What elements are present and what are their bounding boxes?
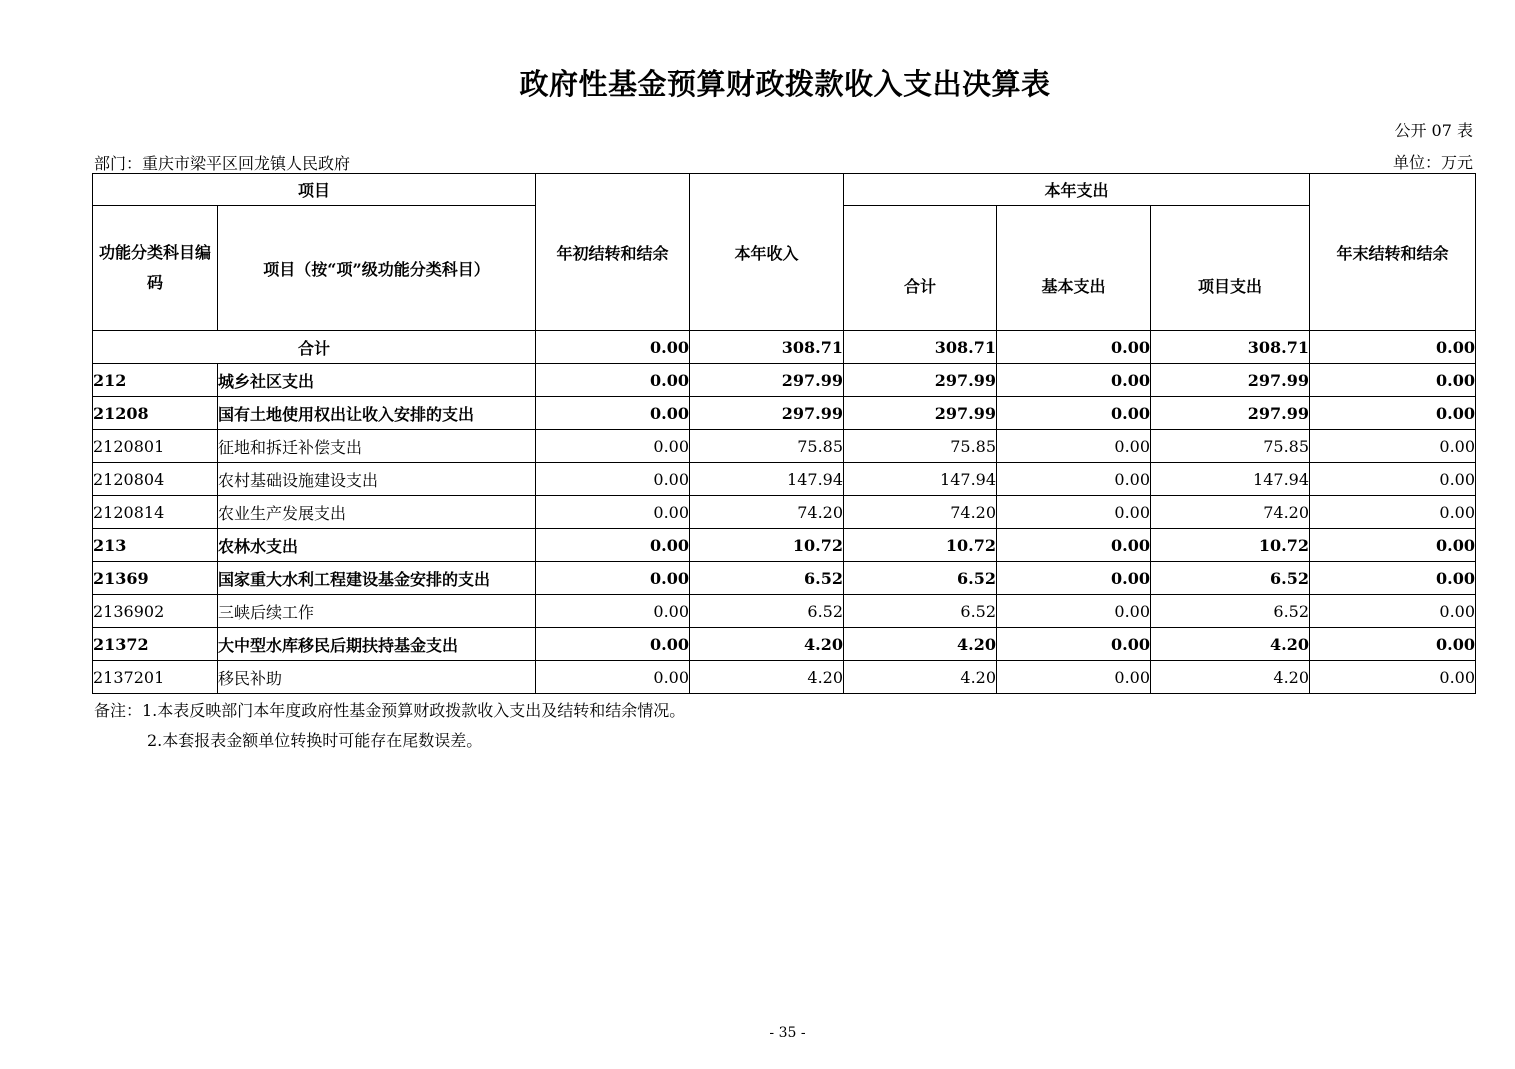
row-name: 征地和拆迁补偿支出 [218, 430, 536, 463]
row-name: 农业生产发展支出 [218, 496, 536, 529]
row-code: 2137201 [93, 661, 218, 694]
row-opening: 0.00 [536, 364, 690, 397]
row-expense-total: 297.99 [844, 397, 997, 430]
row-income: 6.52 [690, 595, 844, 628]
row-code: 2120804 [93, 463, 218, 496]
total-label: 合计 [93, 331, 536, 364]
department-label: 部门：重庆市梁平区回龙镇人民政府 [94, 154, 351, 173]
row-basic: 0.00 [997, 562, 1151, 595]
row-income: 4.20 [690, 628, 844, 661]
row-closing: 0.00 [1310, 562, 1476, 595]
header-project: 项目 [93, 174, 536, 206]
row-income: 4.20 [690, 661, 844, 694]
row-project: 147.94 [1151, 463, 1310, 496]
row-opening: 0.00 [536, 463, 690, 496]
row-name: 大中型水库移民后期扶持基金支出 [218, 628, 536, 661]
row-expense-total: 147.94 [844, 463, 997, 496]
row-project: 10.72 [1151, 529, 1310, 562]
row-code: 212 [93, 364, 218, 397]
row-income: 147.94 [690, 463, 844, 496]
row-expense-total: 297.99 [844, 364, 997, 397]
header-item-name: 项目（按“项”级功能分类科目） [218, 206, 536, 331]
table-row [93, 397, 1476, 430]
header-function-code: 功能分类科目编码 [93, 206, 218, 331]
table-row [93, 463, 1476, 496]
row-opening: 0.00 [536, 397, 690, 430]
table-row [93, 562, 1476, 595]
row-closing: 0.00 [1310, 364, 1476, 397]
row-project: 74.20 [1151, 496, 1310, 529]
row-expense-total: 6.52 [844, 562, 997, 595]
row-code: 21369 [93, 562, 218, 595]
row-project: 75.85 [1151, 430, 1310, 463]
row-closing: 0.00 [1310, 661, 1476, 694]
header-opening-balance: 年初结转和结余 [536, 174, 690, 331]
row-name: 国有土地使用权出让收入安排的支出 [218, 397, 536, 430]
table-row [93, 595, 1476, 628]
table-row [93, 661, 1476, 694]
table-row [93, 430, 1476, 463]
row-income: 6.52 [690, 562, 844, 595]
row-opening: 0.00 [536, 430, 690, 463]
row-name: 三峡后续工作 [218, 595, 536, 628]
row-basic: 0.00 [997, 496, 1151, 529]
table-row [93, 628, 1476, 661]
note-1: 备注：1.本表反映部门本年度政府性基金预算财政拨款收入支出及结转和结余情况。 [94, 701, 686, 720]
row-closing: 0.00 [1310, 529, 1476, 562]
row-basic: 0.00 [997, 529, 1151, 562]
row-expense-total: 6.52 [844, 595, 997, 628]
header-current-expense: 本年支出 [844, 174, 1310, 206]
row-income: 297.99 [690, 364, 844, 397]
total-income: 308.71 [690, 331, 844, 364]
row-project: 297.99 [1151, 397, 1310, 430]
row-income: 10.72 [690, 529, 844, 562]
row-basic: 0.00 [997, 397, 1151, 430]
row-expense-total: 75.85 [844, 430, 997, 463]
total-basic: 0.00 [997, 331, 1151, 364]
row-income: 297.99 [690, 397, 844, 430]
row-name: 国家重大水利工程建设基金安排的支出 [218, 562, 536, 595]
header-expense-total: 合计 [844, 206, 997, 331]
total-opening: 0.00 [536, 331, 690, 364]
total-row [93, 331, 1476, 364]
row-basic: 0.00 [997, 595, 1151, 628]
row-closing: 0.00 [1310, 496, 1476, 529]
row-name: 移民补助 [218, 661, 536, 694]
note-2: 2.本套报表金额单位转换时可能存在尾数误差。 [147, 731, 483, 750]
row-expense-total: 10.72 [844, 529, 997, 562]
row-closing: 0.00 [1310, 628, 1476, 661]
row-basic: 0.00 [997, 430, 1151, 463]
row-project: 4.20 [1151, 661, 1310, 694]
total-closing: 0.00 [1310, 331, 1476, 364]
header-basic-expense: 基本支出 [997, 206, 1151, 331]
row-code: 2120814 [93, 496, 218, 529]
row-project: 6.52 [1151, 562, 1310, 595]
page-title: 政府性基金预算财政拨款收入支出决算表 [519, 67, 1051, 101]
row-project: 6.52 [1151, 595, 1310, 628]
row-basic: 0.00 [997, 661, 1151, 694]
row-income: 75.85 [690, 430, 844, 463]
header-closing-balance: 年末结转和结余 [1310, 174, 1476, 331]
fund-budget-table [92, 173, 1476, 694]
row-expense-total: 4.20 [844, 661, 997, 694]
row-opening: 0.00 [536, 661, 690, 694]
row-name: 农村基础设施建设支出 [218, 463, 536, 496]
row-opening: 0.00 [536, 496, 690, 529]
row-opening: 0.00 [536, 595, 690, 628]
total-expense: 308.71 [844, 331, 997, 364]
total-project: 308.71 [1151, 331, 1310, 364]
header-project-expense: 项目支出 [1151, 206, 1310, 331]
row-project: 4.20 [1151, 628, 1310, 661]
row-code: 21208 [93, 397, 218, 430]
row-basic: 0.00 [997, 628, 1151, 661]
row-closing: 0.00 [1310, 397, 1476, 430]
row-code: 21372 [93, 628, 218, 661]
row-income: 74.20 [690, 496, 844, 529]
table-row [93, 529, 1476, 562]
row-name: 城乡社区支出 [218, 364, 536, 397]
header-current-income: 本年收入 [690, 174, 844, 331]
row-closing: 0.00 [1310, 595, 1476, 628]
row-opening: 0.00 [536, 562, 690, 595]
row-basic: 0.00 [997, 364, 1151, 397]
row-expense-total: 74.20 [844, 496, 997, 529]
row-closing: 0.00 [1310, 430, 1476, 463]
page-number: - 35 - [769, 1025, 806, 1041]
row-name: 农林水支出 [218, 529, 536, 562]
row-opening: 0.00 [536, 628, 690, 661]
row-expense-total: 4.20 [844, 628, 997, 661]
table-row [93, 364, 1476, 397]
table-number: 公开 07 表 [1394, 121, 1473, 140]
row-project: 297.99 [1151, 364, 1310, 397]
unit-label: 单位：万元 [1392, 153, 1473, 172]
row-closing: 0.00 [1310, 463, 1476, 496]
row-opening: 0.00 [536, 529, 690, 562]
row-code: 2120801 [93, 430, 218, 463]
table-row [93, 496, 1476, 529]
row-code: 2136902 [93, 595, 218, 628]
row-code: 213 [93, 529, 218, 562]
row-basic: 0.00 [997, 463, 1151, 496]
